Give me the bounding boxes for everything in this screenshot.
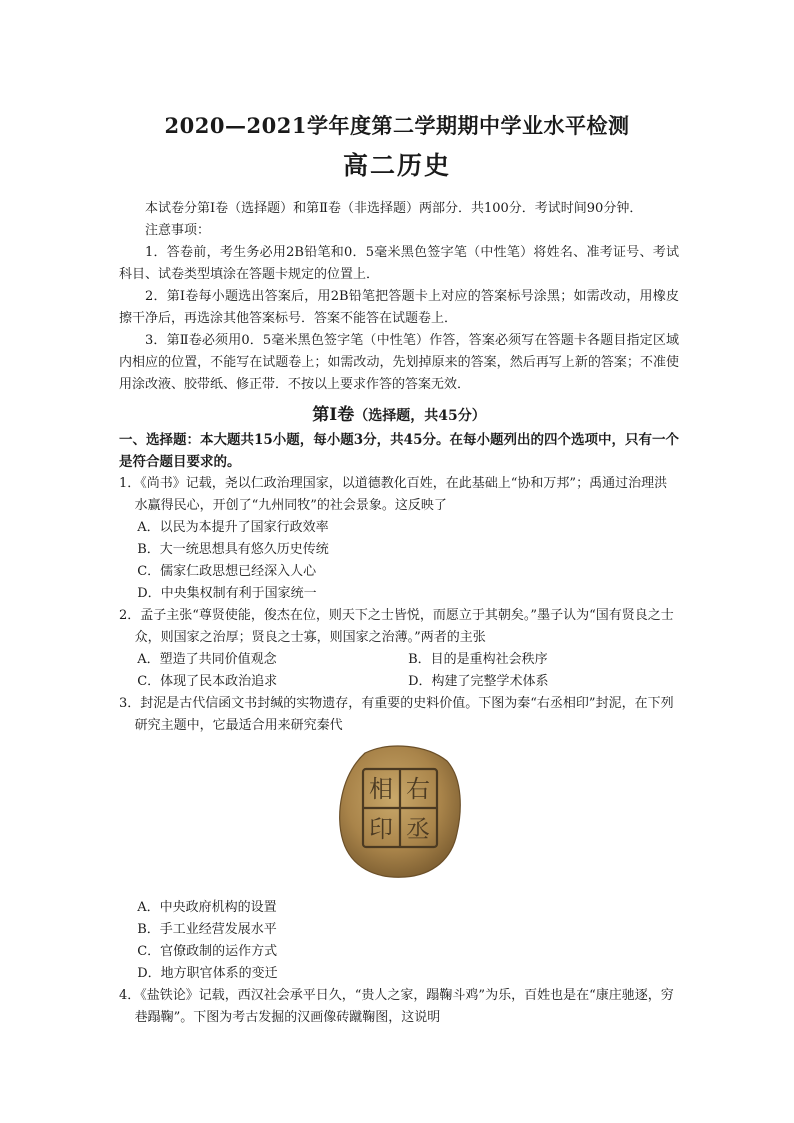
question-1-option-b: B．大一统思想具有悠久历史传统 — [137, 542, 329, 557]
question-3-option-c: C．官僚政制的运作方式 — [137, 944, 278, 959]
question-2-option-b: B．目的是重构社会秩序 — [408, 652, 548, 667]
question-4-stem: 4．《盐铁论》记载，西汉社会承平日久，“贵人之家，蹋鞠斗鸡”为乐，百姓也是在“康庄驰逐，穷巷蹋鞠”。下图为考古发掘的汉画像砖蹴鞠图，这说明 — [119, 988, 674, 1025]
question-2-option-d: D．构建了完整学术体系 — [408, 674, 549, 689]
notice-item-1: 1．答卷前，考生务必用2B铅笔和0．5毫米黑色签字笔（中性笔）将姓名、准考证号、考试科目、试卷类型填涂在答题卡规定的位置上． — [119, 245, 679, 282]
question-3-option-b: B．手工业经营发展水平 — [137, 922, 277, 937]
question-2-options-row-2 — [119, 671, 679, 693]
section-1-title: 第Ⅰ卷 — [312, 405, 355, 425]
section-1-instructions: 一、选择题：本大题共15小题，每小题3分，共45分。在每小题列出的四个选项中，只有一个是符合题目要求的。 — [119, 432, 679, 470]
seal-char-cheng: 丞 — [406, 815, 430, 843]
seal-char-xiang: 相 — [369, 775, 393, 803]
seal-figure — [119, 737, 679, 897]
exam-description: 本试卷分第Ⅰ卷（选择题）和第Ⅱ卷（非选择题）两部分．共100分．考试时间90分钟． — [145, 201, 643, 216]
notice-item-2: 2．第Ⅰ卷每小题选出答案后，用2B铅笔把答题卡上对应的答案标号涂黑；如需改动，用橡皮擦干净后，再选涂其他答案标号．答案不能答在试题卷上． — [119, 289, 679, 326]
exam-subject: 高二历史 — [342, 151, 451, 180]
question-1-option-d: D．中央集权制有利于国家统一 — [137, 586, 317, 601]
section-1-heading — [119, 404, 679, 427]
question-2-options-row-1 — [119, 649, 679, 671]
notice-title: 注意事项： — [145, 223, 211, 238]
question-2-option-a: A．塑造了共同价值观念 — [137, 652, 277, 667]
question-3-stem: 3．封泥是古代信函文书封缄的实物遗存，有重要的史料价值。下图为秦“右丞相印”封泥，在下列研究主题中，它最适合用来研究秦代 — [119, 696, 674, 733]
notice-item-3: 3．第Ⅱ卷必须用0．5毫米黑色签字笔（中性笔）作答，答案必须写在答题卡各题目指定区域内相应的位置，不能写在试题卷上；如需改动，先划掉原来的答案，然后再写上新的答案；不准使用涂改液、胶带纸、修正带．不按以上要求作答的答案无效． — [119, 333, 679, 392]
question-3-option-d: D．地方职官体系的变迁 — [137, 966, 278, 981]
question-2-option-c: C．体现了民本政治追求 — [137, 674, 278, 689]
question-1-stem: 1．《尚书》记载，尧以仁政治理国家，以道德教化百姓，在此基础上“协和万邦”；禹通过治理洪水赢得民心，开创了“九州同牧”的社会景象。这反映了 — [119, 476, 668, 513]
exam-body — [119, 198, 679, 1029]
question-3-option-a: A．中央政府机构的设置 — [137, 900, 277, 915]
seal-char-you: 右 — [406, 775, 430, 803]
question-1-option-c: C．儒家仁政思想已经深入人心 — [137, 564, 317, 579]
seal-char-yin: 印 — [369, 815, 393, 843]
exam-title: 2020—2021学年度第二学期期中学业水平检测 — [164, 113, 630, 138]
seal-image — [335, 741, 465, 881]
section-1-subtitle: （选择题，共45分） — [354, 408, 486, 424]
question-2-stem: 2．孟子主张“尊贤使能，俊杰在位，则天下之士皆悦，而愿立于其朝矣。”墨子认为“国有贤良之士众，则国家之治厚；贤良之士寡，则国家之治薄。”两者的主张 — [119, 608, 674, 645]
question-1-option-a: A．以民为本提升了国家行政效率 — [137, 520, 329, 535]
